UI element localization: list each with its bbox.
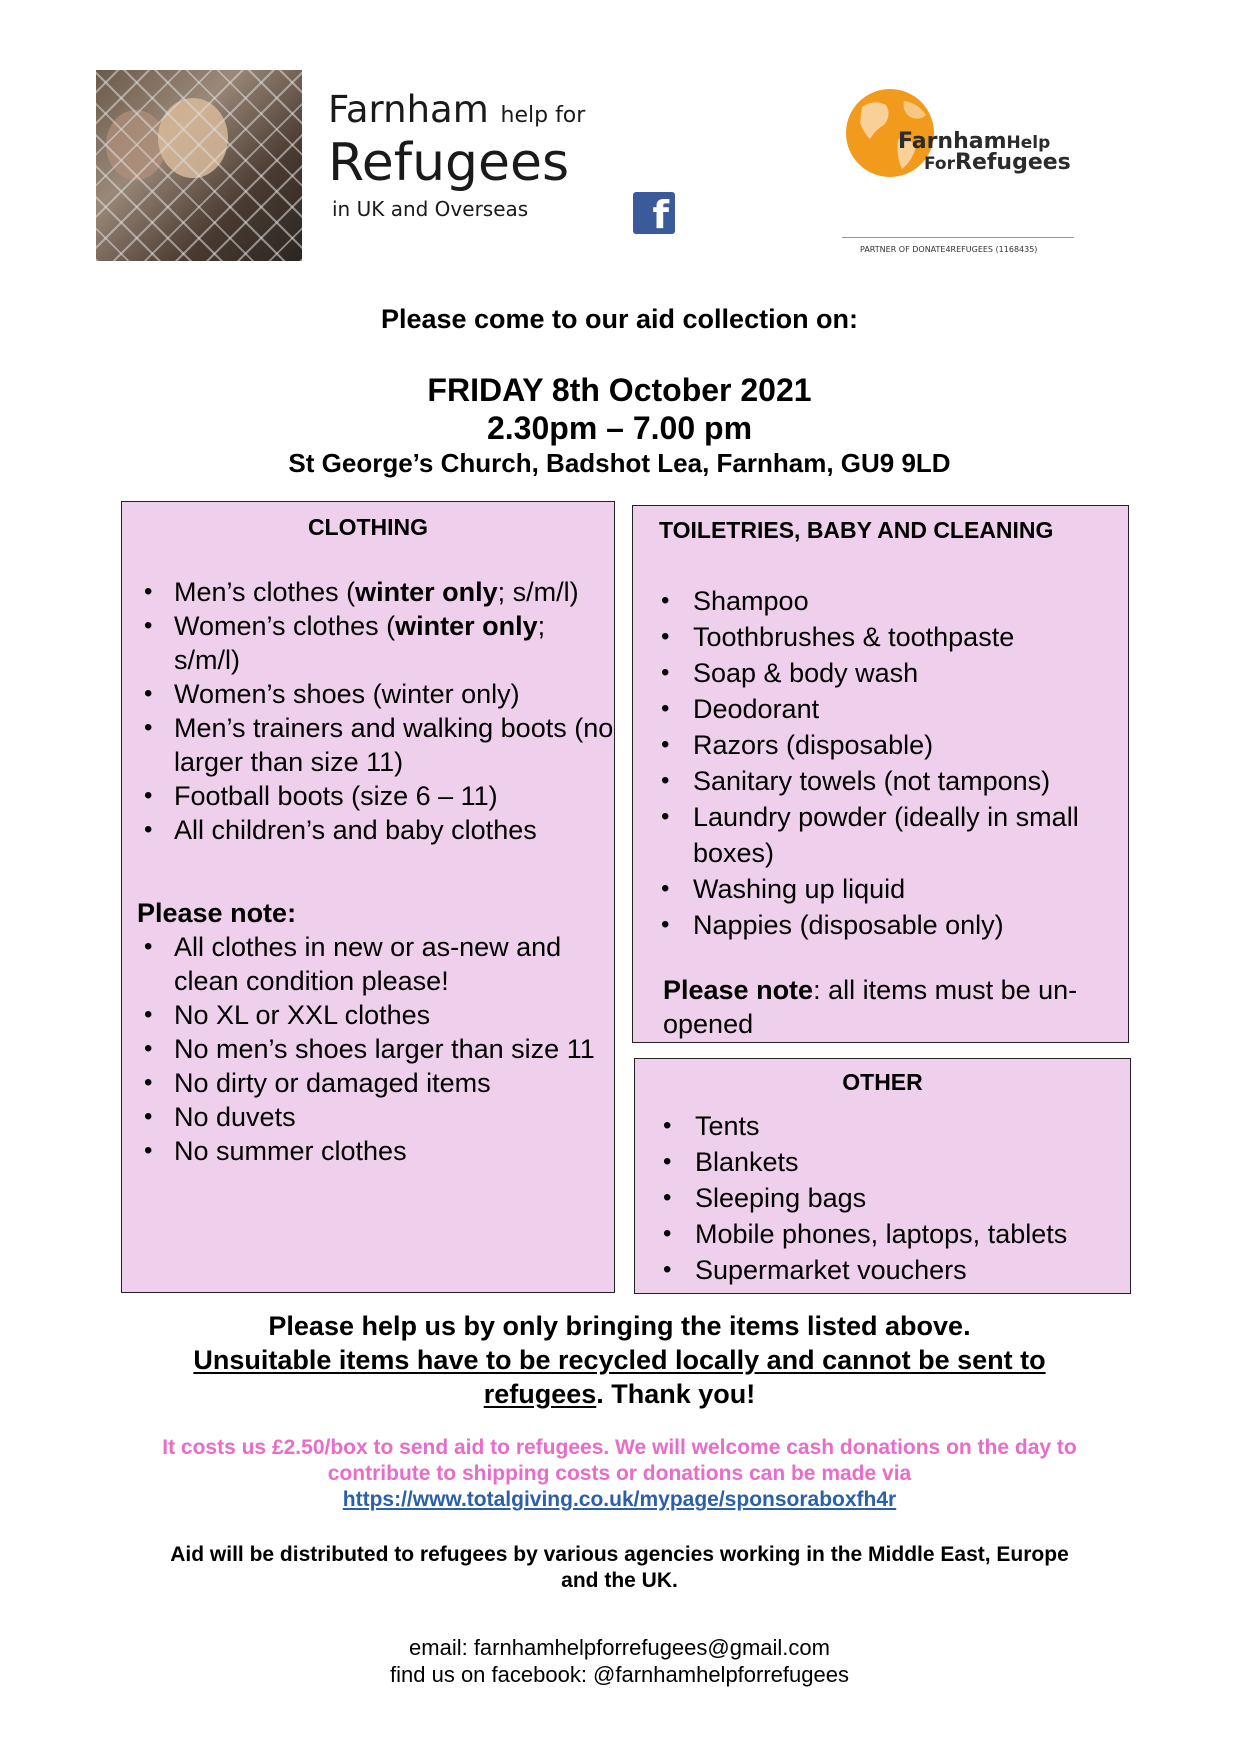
brand-help-for: help for [500, 103, 586, 128]
plea-underlined-2: refugees [483, 1379, 597, 1409]
donation-line-2: contribute to shipping costs or donations can be made via [327, 1462, 912, 1485]
plea-underlined-1: Unsuitable items have to be recycled locally and cannot be sent to [193, 1345, 1046, 1375]
toiletries-list [633, 583, 1128, 943]
list-item: • Razors (disposable) [633, 727, 1128, 763]
other-title: OTHER [842, 1069, 923, 1095]
list-item: • Mobile phones, laptops, tablets [635, 1216, 1130, 1252]
list-item: • No XL or XXL clothes [122, 998, 614, 1032]
header-photo [96, 70, 302, 261]
donation-line-1: It costs us £2.50/box to send aid to refugees. We will welcome cash donations on the day to [162, 1436, 1077, 1459]
list-item: • Women’s clothes (winter only; s/m/l) [122, 609, 614, 677]
plea-line-2 [0, 1345, 1239, 1376]
list-item: • Women’s shoes (winter only) [122, 677, 614, 711]
facebook-icon[interactable]: f [633, 192, 675, 234]
event-date: FRIDAY 8th October 2021 [427, 372, 812, 408]
list-item: • Sanitary towels (not tampons) [633, 763, 1128, 799]
list-item: • Deodorant [633, 691, 1128, 727]
clothing-list [122, 575, 614, 847]
list-item: • No summer clothes [122, 1134, 614, 1168]
plea-line-3 [0, 1379, 1239, 1410]
event-intro: Please come to our aid collection on: [380, 304, 859, 334]
brand-farnham: Farnham [328, 88, 489, 131]
logo-farnham: Farnham [898, 129, 1007, 154]
list-item: • Blankets [635, 1144, 1130, 1180]
list-item: • Laundry powder (ideally in small boxes) [633, 799, 1128, 871]
list-item: • Washing up liquid [633, 871, 1128, 907]
other-box [634, 1058, 1131, 1294]
toiletries-note [663, 973, 1110, 1041]
event-time: 2.30pm – 7.00 pm [486, 410, 753, 446]
logo-divider [842, 237, 1074, 238]
toiletries-note-label: Please note [663, 975, 814, 1005]
list-item: • No dirty or damaged items [122, 1066, 614, 1100]
brand-refugees: Refugees [328, 133, 570, 193]
contact-email[interactable]: email: farnhamhelpforrefugees@gmail.com [409, 1635, 830, 1660]
list-item: • Men’s trainers and walking boots (no larger than size 11) [122, 711, 614, 779]
list-item: • All clothes in new or as-new and clean condition please! [122, 930, 614, 998]
distribution-line-2: and the UK. [561, 1569, 678, 1592]
list-item: • Toothbrushes & toothpaste [633, 619, 1128, 655]
list-item: • All children’s and baby clothes [122, 813, 614, 847]
plea-line-1: Please help us by only bringing the items listed above. [268, 1311, 971, 1341]
clothing-title: CLOTHING [307, 514, 429, 540]
partner-text: PARTNER OF DONATE4REFUGEES (1168435) [860, 245, 1038, 254]
toiletries-box [632, 505, 1129, 1043]
logo-refugees: Refugees [955, 150, 1071, 175]
photo-fence [96, 70, 302, 261]
list-item: • Sleeping bags [635, 1180, 1130, 1216]
list-item: • Tents [635, 1108, 1130, 1144]
list-item: • Supermarket vouchers [635, 1252, 1130, 1288]
event-venue: St George’s Church, Badshot Lea, Farnham, GU9 9LD [288, 448, 951, 478]
clothing-notes-list [122, 930, 614, 1168]
toiletries-note-text: : all items must be un-opened [663, 975, 1078, 1039]
distribution-line-1: Aid will be distributed to refugees by various agencies working in the Middle East, Europe [170, 1543, 1069, 1566]
brand-wordmark [328, 88, 585, 221]
brand-tagline: in UK and Overseas [332, 197, 529, 221]
logo-name [898, 129, 1071, 175]
brand-line-1 [328, 88, 585, 131]
logo-help: Help [1006, 133, 1051, 153]
donation-link[interactable]: https://www.totalgiving.co.uk/mypage/sponsoraboxfh4r [342, 1488, 897, 1511]
list-item: • No duvets [122, 1100, 614, 1134]
list-item: • No men’s shoes larger than size 11 [122, 1032, 614, 1066]
toiletries-title: TOILETRIES, BABY AND CLEANING [659, 517, 1054, 543]
clothing-box [121, 501, 615, 1293]
org-logo [840, 85, 1080, 265]
list-item: • Nappies (disposable only) [633, 907, 1128, 943]
logo-for: For [924, 154, 955, 174]
contact-facebook[interactable]: find us on facebook: @farnhamhelpforrefugees [390, 1662, 849, 1687]
list-item: • Soap & body wash [633, 655, 1128, 691]
plea-thank-you: . Thank you! [596, 1379, 756, 1409]
other-list [635, 1108, 1130, 1288]
clothing-note-title: Please note: [137, 898, 297, 928]
list-item: • Men’s clothes (winter only; s/m/l) [122, 575, 614, 609]
list-item: • Shampoo [633, 583, 1128, 619]
list-item: • Football boots (size 6 – 11) [122, 779, 614, 813]
